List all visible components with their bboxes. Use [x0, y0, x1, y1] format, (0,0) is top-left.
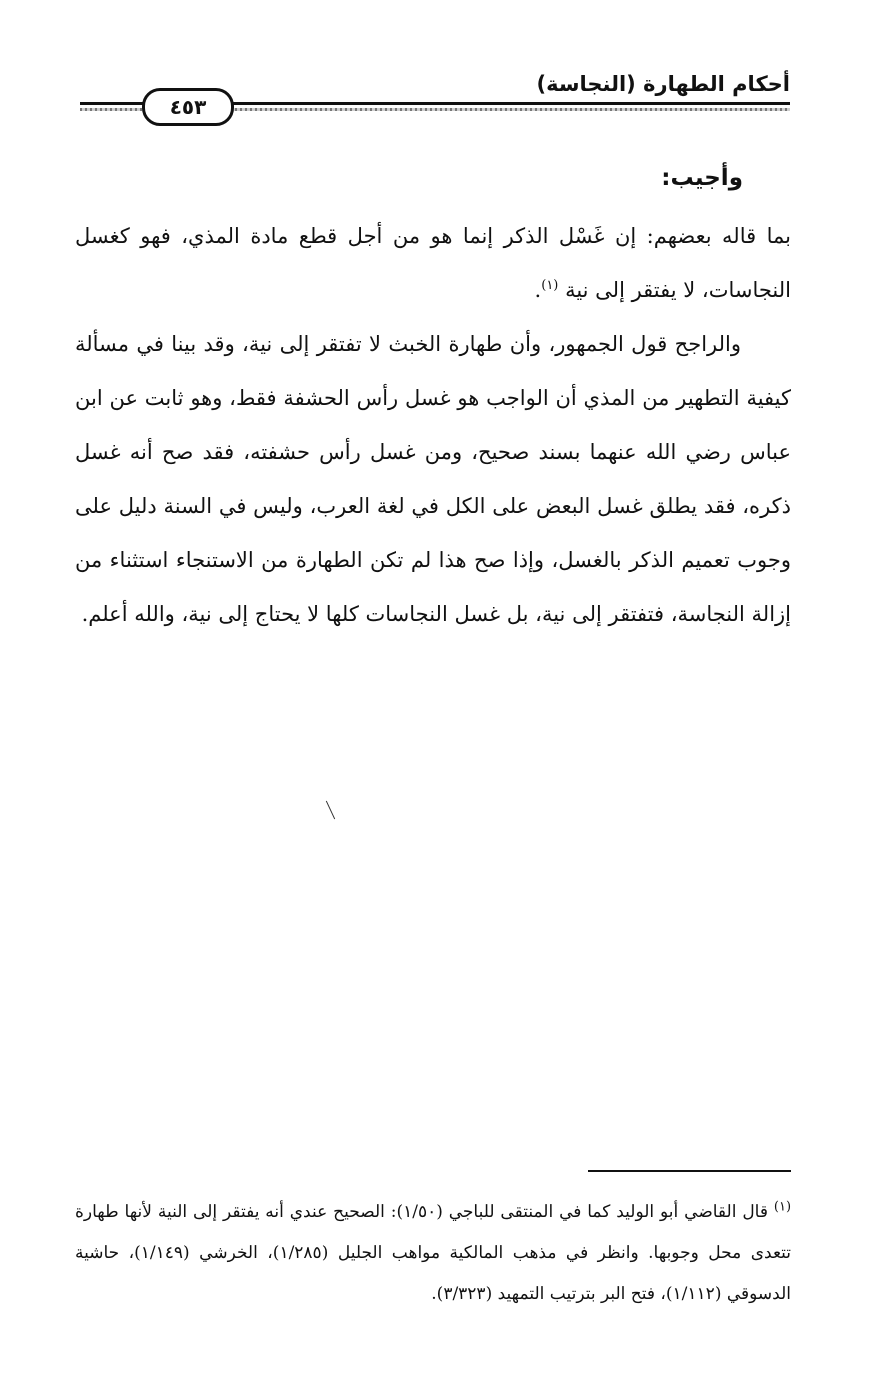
paragraph-text: بما قاله بعضهم: إن غَسْل الذكر إنما هو من أجل قطع مادة المذي، فهو كغسل النجاسات، لا يفتقر إلى نية	[75, 224, 791, 302]
page-number: ٤٥٣	[142, 88, 234, 126]
footnote-separator	[588, 1170, 791, 1172]
footnote-marker: (١)	[773, 1199, 792, 1215]
paragraph-end: .	[534, 278, 542, 302]
paragraph: والراجح قول الجمهور، وأن طهارة الخبث لا تفتقر إلى نية، وقد بينا في مسألة كيفية التطهير من المذي أن الواجب هو غسل رأس الحشفة فقط، وهو ثابت عن ابن عباس رضي الله عنهما بسند صحيح، ومن غسل رأس حشفته، فقد صح أنه غسل ذكره، فقد يطلق غسل البعض على الكل في لغة العرب، وليس في السنة دليل على وجوب تعميم الذكر بالغسل، وإذا صح هذا لم تكن الطهارة من الاستنجاء استثناء من إزالة النجاسة، فتفتقر إلى نية، بل غسل النجاسات كلها لا يحتاج إلى نية، والله أعلم.	[75, 332, 791, 626]
running-title: أحكام الطهارة (النجاسة)	[536, 72, 790, 96]
page-header	[80, 60, 790, 130]
footnotes	[75, 1192, 791, 1315]
footnote	[75, 1192, 791, 1315]
section-heading: وأجيب:	[661, 165, 743, 191]
paragraph	[75, 209, 791, 317]
main-text	[75, 155, 791, 641]
footnote-text: قال القاضي أبو الوليد كما في المنتقى للباجي (١/٥٠): الصحيح عندي أنه يفتقر إلى النية لأنها طهارة تتعدى محل وجوبها. وانظر في مذهب المالكية مواهب الجليل (١/٢٨٥)، الخرشي (١/١٤٩)، حاشية الدسوقي (١/١١٢)، فتح البر بترتيب التمهيد (٣/٣٢٣).	[75, 1202, 792, 1304]
stray-mark	[326, 801, 335, 820]
footnote-reference: (١)	[541, 278, 559, 293]
